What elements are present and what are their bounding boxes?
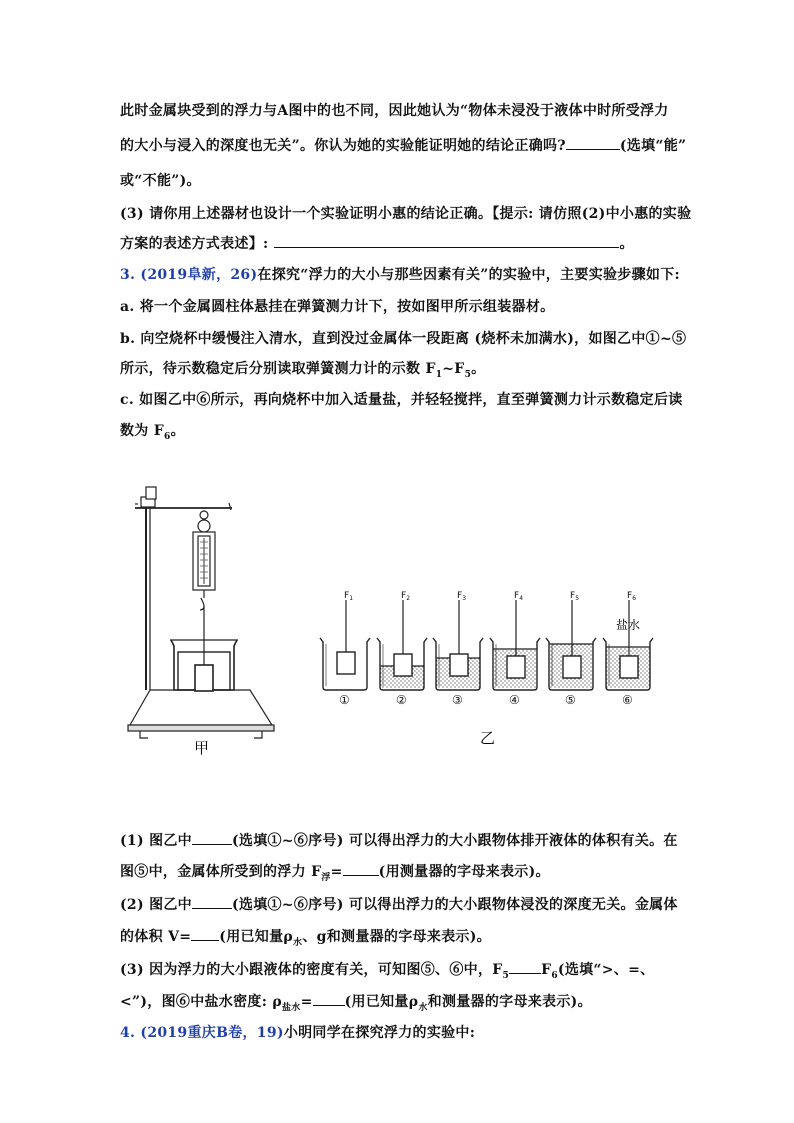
text-line: 此时金属块受到的浮力与A图中的也不同，因此她认为“物体未浸没于液体中时所受浮力 — [120, 103, 669, 119]
beaker-2 — [377, 591, 427, 707]
beaker-number: ③ — [452, 693, 463, 707]
step-a: a. 将一个金属圆柱体悬挂在弹簧测力计下，按如图甲所示组装器材。 — [120, 299, 555, 315]
label-salt-water: 盐水 — [616, 618, 641, 632]
label-yi: 乙 — [480, 729, 496, 747]
text-line: 或“不能”)。 — [120, 173, 201, 189]
question-2-cont: 的体积 V= (用已知量$\rho_水$、g和测量器的字母来表示)。 — [120, 929, 491, 948]
beaker-number: ① — [339, 693, 350, 707]
force-label: $F_2$ — [401, 591, 411, 602]
beaker-6 — [603, 591, 653, 707]
beaker-number: ⑤ — [565, 693, 576, 707]
beaker-5 — [546, 591, 596, 707]
beaker-number: ④ — [509, 693, 520, 707]
answer-blank — [509, 961, 541, 974]
label-jia: 甲 — [194, 739, 210, 757]
force-label: $F_6$ — [627, 591, 637, 602]
step-c: c. 如图乙中⑥所示，再向烧杯中加入适量盐，并轻轻搅拌，直至弹簧测力计示数稳定后读 — [120, 392, 683, 408]
answer-blank — [343, 863, 379, 876]
step-b-cont: 所示，待示数稳定后分别读取弹簧测力计的示数 $F_1\sim F_5$。 — [120, 361, 486, 380]
apparatus-jia — [128, 487, 274, 738]
beaker-series — [320, 591, 653, 707]
step-b: b. 向空烧杯中缓慢注入清水，直到没过金属体一段距离 (烧杯未加满水)，如图乙中①~⑤ — [120, 331, 687, 347]
problem-4-heading: 4. (2019重庆B卷，19)小明同学在探究浮力的实验中: — [120, 1025, 476, 1041]
text-line: 方案的表述方式表述】: 。 — [120, 236, 634, 252]
force-label: $F_1$ — [344, 591, 354, 602]
step-c-cont: 数为 $F_6$。 — [120, 423, 185, 442]
text-line: (3) 请你用上述器材也设计一个实验证明小惠的结论正确。【提示: 请仿照(2)中小惠的实验 — [120, 206, 692, 222]
question-3: (3) 因为浮力的大小跟液体的密度有关，可知图⑤、⑥中，$F_5$ $F_6$(选填“>、=、 — [120, 962, 655, 981]
question-1-cont: 图⑤中，金属体所受到的浮力 $F_浮=$ (用测量器的字母来表示)。 — [120, 864, 550, 883]
beaker-4 — [490, 591, 540, 707]
text-line: 的大小与浸入的深度也无关”。你认为她的实验能证明她的结论正确吗? (选填“能” — [120, 138, 687, 154]
answer-blank — [192, 832, 232, 845]
beaker-number: ⑥ — [622, 693, 633, 707]
problem-3-heading: 3. (2019阜新，26)在探究“浮力的大小与那些因素有关”的实验中，主要实验步骤如下: — [120, 267, 680, 283]
answer-blank — [313, 993, 345, 1006]
beaker-3 — [433, 591, 483, 707]
question-2: (2) 图乙中 (选填①~⑥序号) 可以得出浮力的大小跟物体浸没的深度无关。金属体 — [120, 897, 678, 913]
answer-blank — [191, 928, 219, 941]
force-label: $F_3$ — [457, 591, 467, 602]
question-1: (1) 图乙中 (选填①~⑥序号) 可以得出浮力的大小跟物体排开液体的体积有关。在 — [120, 833, 678, 849]
force-label: $F_4$ — [514, 591, 524, 602]
question-3-cont: <”)，图⑥中盐水密度: $\rho_{盐水}=$ (用已知量$\rho_水$和测量器的字母来表示)。 — [120, 994, 592, 1013]
answer-blank — [192, 896, 232, 909]
beaker-number: ② — [396, 693, 407, 707]
force-label: $F_5$ — [570, 591, 580, 602]
beaker-1 — [320, 591, 370, 707]
